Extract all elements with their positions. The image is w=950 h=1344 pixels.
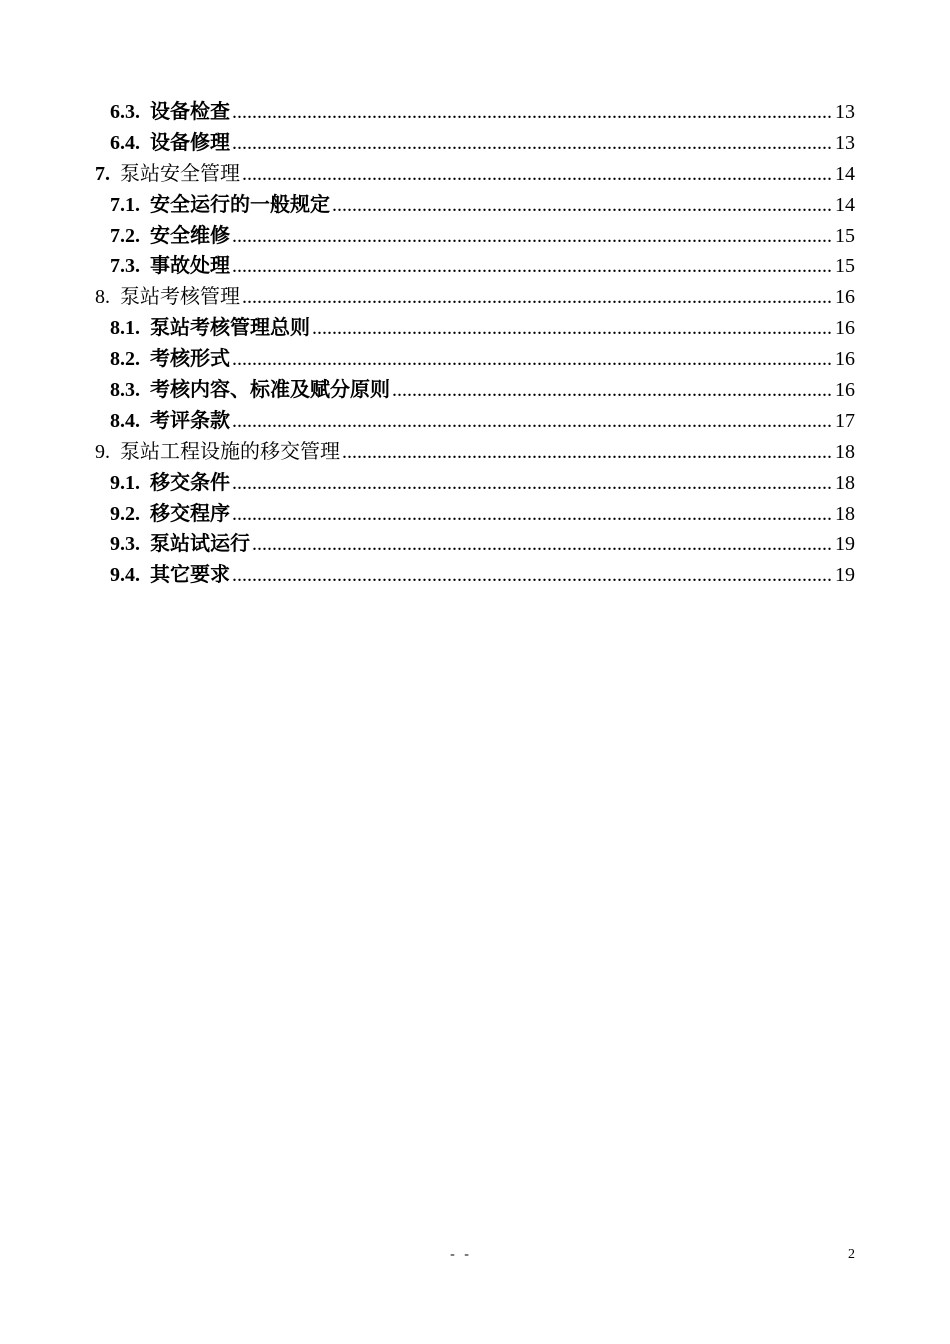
toc-entry[interactable] xyxy=(95,250,855,281)
toc-entry[interactable] xyxy=(95,467,855,498)
toc-entry-title: 其它要求 xyxy=(150,562,230,587)
toc-entry[interactable] xyxy=(95,127,855,158)
toc-entry-title: 泵站考核管理 xyxy=(120,284,240,309)
toc-dot-leader xyxy=(232,560,833,591)
toc-entry-page: 18 xyxy=(835,440,855,463)
toc-entry-title: 设备修理 xyxy=(150,129,230,154)
toc-dot-leader xyxy=(342,437,833,468)
toc-dot-leader xyxy=(232,251,833,282)
toc-entry-title: 泵站安全管理 xyxy=(120,160,240,185)
toc-entry-page: 16 xyxy=(835,286,855,309)
toc-entry-title: 设备检查 xyxy=(150,99,230,123)
toc-dot-leader xyxy=(232,468,833,499)
toc-entry-page: 13 xyxy=(835,131,855,154)
toc-entry-title: 考评条款 xyxy=(150,407,230,432)
toc-entry[interactable] xyxy=(95,96,855,127)
toc-dot-leader xyxy=(312,313,833,344)
toc-entry-title: 安全运行的一般规定 xyxy=(150,191,330,216)
toc-entry-page: 19 xyxy=(835,533,855,556)
toc-dot-leader xyxy=(332,190,833,221)
toc-entry-page: 15 xyxy=(835,255,855,278)
toc-entry-page: 14 xyxy=(835,162,855,185)
toc-entry-title: 移交程序 xyxy=(150,500,230,525)
toc-entry[interactable] xyxy=(95,220,855,251)
toc-entry-page: 17 xyxy=(835,409,855,432)
toc-entry-page: 15 xyxy=(835,224,855,247)
toc-entry-number: 8.3. xyxy=(110,379,140,402)
toc-entry-number: 8.1. xyxy=(110,317,140,340)
toc-entry[interactable] xyxy=(95,498,855,529)
toc-entry-number: 7.3. xyxy=(110,255,140,278)
toc-entry-number: 8. xyxy=(95,286,110,309)
toc-entry-title: 考核内容、标准及赋分原则 xyxy=(150,377,390,402)
toc-entry[interactable] xyxy=(95,528,855,559)
toc-dot-leader xyxy=(242,282,833,313)
toc-entry-number: 7. xyxy=(95,162,110,185)
toc-entry-number: 9. xyxy=(95,440,110,463)
toc-entry[interactable] xyxy=(95,559,855,590)
toc-dot-leader xyxy=(392,375,833,406)
toc-entry-title: 泵站试运行 xyxy=(150,531,250,556)
toc-entry[interactable] xyxy=(95,405,855,436)
toc-entry[interactable] xyxy=(95,158,855,189)
toc-entry-number: 8.4. xyxy=(110,409,140,432)
toc-dot-leader xyxy=(232,406,833,437)
toc-entry-page: 16 xyxy=(835,317,855,340)
toc-dot-leader xyxy=(232,221,833,252)
toc-entry-page: 16 xyxy=(835,348,855,371)
toc-entry[interactable] xyxy=(95,312,855,343)
toc-entry-title: 事故处理 xyxy=(150,253,230,278)
toc-entry-number: 9.2. xyxy=(110,502,140,525)
toc-entry-number: 7.2. xyxy=(110,224,140,247)
toc-entry[interactable] xyxy=(95,343,855,374)
toc-entry[interactable] xyxy=(95,189,855,220)
toc-entry[interactable] xyxy=(95,281,855,312)
toc-entry-page: 16 xyxy=(835,379,855,402)
toc-entry-title: 泵站工程设施的移交管理 xyxy=(120,438,340,463)
toc-entry-number: 9.1. xyxy=(110,471,140,494)
toc-entry[interactable] xyxy=(95,436,855,467)
toc-entry[interactable] xyxy=(95,374,855,405)
toc-dot-leader xyxy=(232,128,833,159)
toc-dot-leader xyxy=(242,159,833,190)
footer-page-number: 2 xyxy=(848,1247,855,1262)
toc-entry-title: 安全维修 xyxy=(150,222,230,247)
toc-entry-title: 泵站考核管理总则 xyxy=(150,315,310,340)
table-of-contents xyxy=(95,96,855,590)
toc-dot-leader xyxy=(252,529,833,560)
toc-entry-page: 19 xyxy=(835,564,855,587)
toc-entry-title: 考核形式 xyxy=(150,346,230,371)
toc-dot-leader xyxy=(232,97,833,128)
toc-entry-title: 移交条件 xyxy=(150,469,230,494)
toc-entry-number: 7.1. xyxy=(110,193,140,216)
toc-entry-number: 9.4. xyxy=(110,564,140,587)
toc-entry-number: 6.3. xyxy=(110,101,140,123)
toc-dot-leader xyxy=(232,499,833,530)
toc-entry-page: 18 xyxy=(835,502,855,525)
toc-entry-page: 14 xyxy=(835,193,855,216)
toc-entry-page: 18 xyxy=(835,471,855,494)
toc-entry-page: 13 xyxy=(835,101,855,123)
toc-dot-leader xyxy=(232,344,833,375)
toc-entry-number: 6.4. xyxy=(110,131,140,154)
footer-center-text: - - xyxy=(450,1247,472,1262)
toc-entry-number: 8.2. xyxy=(110,348,140,371)
toc-entry-number: 9.3. xyxy=(110,533,140,556)
